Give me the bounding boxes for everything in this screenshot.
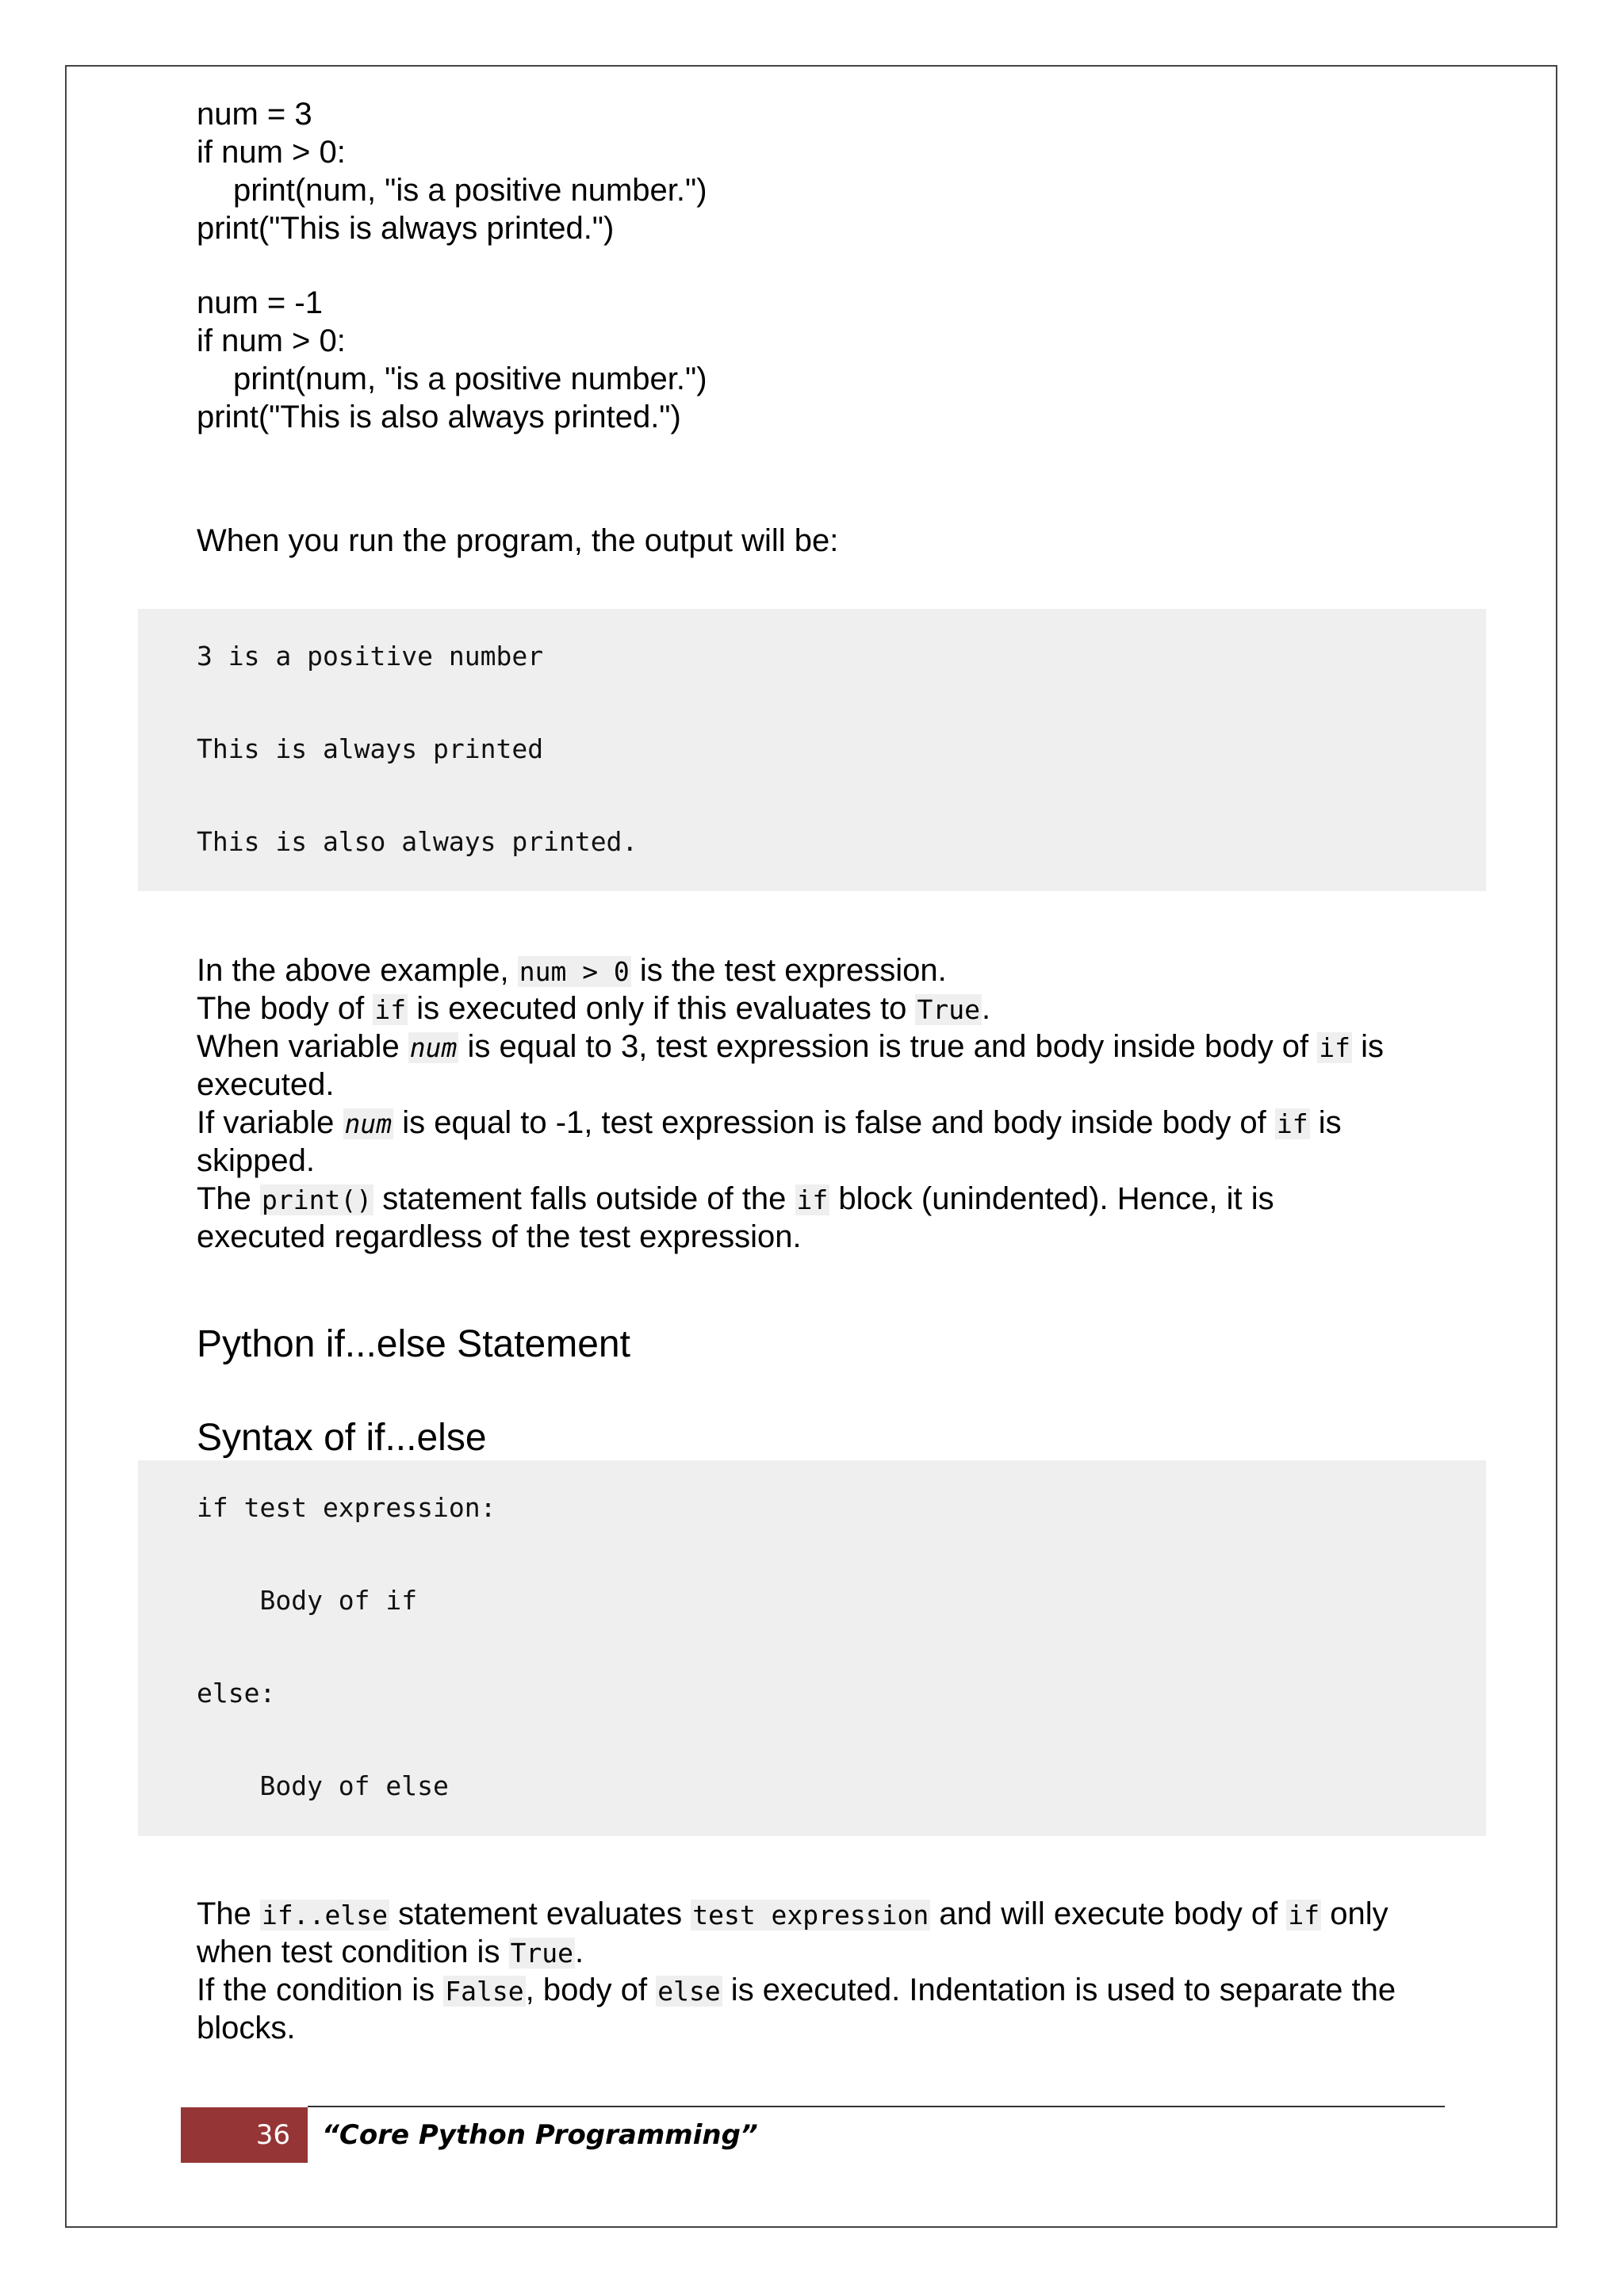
explanation-line: The print() statement falls outside of the if block (unindented). Hence, it is (197, 1181, 1274, 1216)
output-line: This is always printed (197, 733, 544, 764)
inline-code: if (1288, 1900, 1320, 1931)
closing-line: The if..else statement evaluates test expression and will execute body of if only (197, 1896, 1388, 1931)
code-line: print("This is also always printed.") (197, 400, 681, 434)
code-line: if num > 0: (197, 323, 346, 358)
inline-code: num (409, 1032, 458, 1063)
explanation-line: If variable num is equal to -1, test expression is false and body inside body of if is (197, 1105, 1342, 1140)
inline-code: if..else (262, 1900, 388, 1931)
page-number: 36 (181, 2107, 308, 2163)
closing-line: when test condition is True. (197, 1934, 584, 1969)
explanation-line: skipped. (197, 1143, 315, 1178)
explanation-line: executed regardless of the test expression. (197, 1219, 802, 1254)
inline-code: False (445, 1976, 524, 2007)
output-line: 3 is a positive number (197, 641, 544, 672)
output-block (138, 609, 1486, 891)
closing-line: blocks. (197, 2011, 296, 2045)
code-line: print("This is always printed.") (197, 211, 615, 246)
closing-line: If the condition is False, body of else is executed. Indentation is used to separate the (197, 1973, 1396, 2007)
inline-code: True (510, 1938, 574, 1969)
section-subheading: Syntax of if...else (197, 1417, 487, 1459)
explanation-line: When variable num is equal to 3, test expression is true and body inside body of if is (197, 1029, 1385, 1064)
output-intro: When you run the program, the output will be: (197, 523, 839, 558)
inline-code: test expression (692, 1900, 929, 1931)
inline-code: print() (262, 1184, 373, 1215)
code-line: num = -1 (197, 285, 323, 320)
inline-code: True (917, 994, 980, 1025)
explanation-line: In the above example, num > 0 is the test expression. (197, 953, 947, 988)
section-heading: Python if...else Statement (197, 1323, 630, 1365)
inline-code: if (796, 1184, 829, 1215)
code-line: num = 3 (197, 97, 312, 132)
code-line: print(num, "is a positive number.") (233, 173, 707, 208)
inline-code: num (344, 1108, 393, 1139)
syntax-line: Body of else (197, 1770, 449, 1801)
syntax-line: else: (197, 1678, 276, 1709)
book-title: “Core Python Programming” (322, 2119, 758, 2151)
inline-code: if (1319, 1032, 1351, 1063)
syntax-line: if test expression: (197, 1492, 496, 1523)
output-line: This is also always printed. (197, 826, 638, 857)
inline-code: else (657, 1976, 721, 2007)
inline-code: if (374, 994, 407, 1025)
inline-code: if (1276, 1108, 1308, 1139)
inline-code: num > 0 (519, 956, 630, 987)
explanation-line: executed. (197, 1067, 335, 1102)
code-line: print(num, "is a positive number.") (233, 362, 707, 396)
explanation-line: The body of if is executed only if this evaluates to True. (197, 991, 991, 1026)
syntax-block (138, 1460, 1486, 1836)
syntax-line: Body of if (197, 1585, 418, 1616)
code-line: if num > 0: (197, 135, 346, 170)
